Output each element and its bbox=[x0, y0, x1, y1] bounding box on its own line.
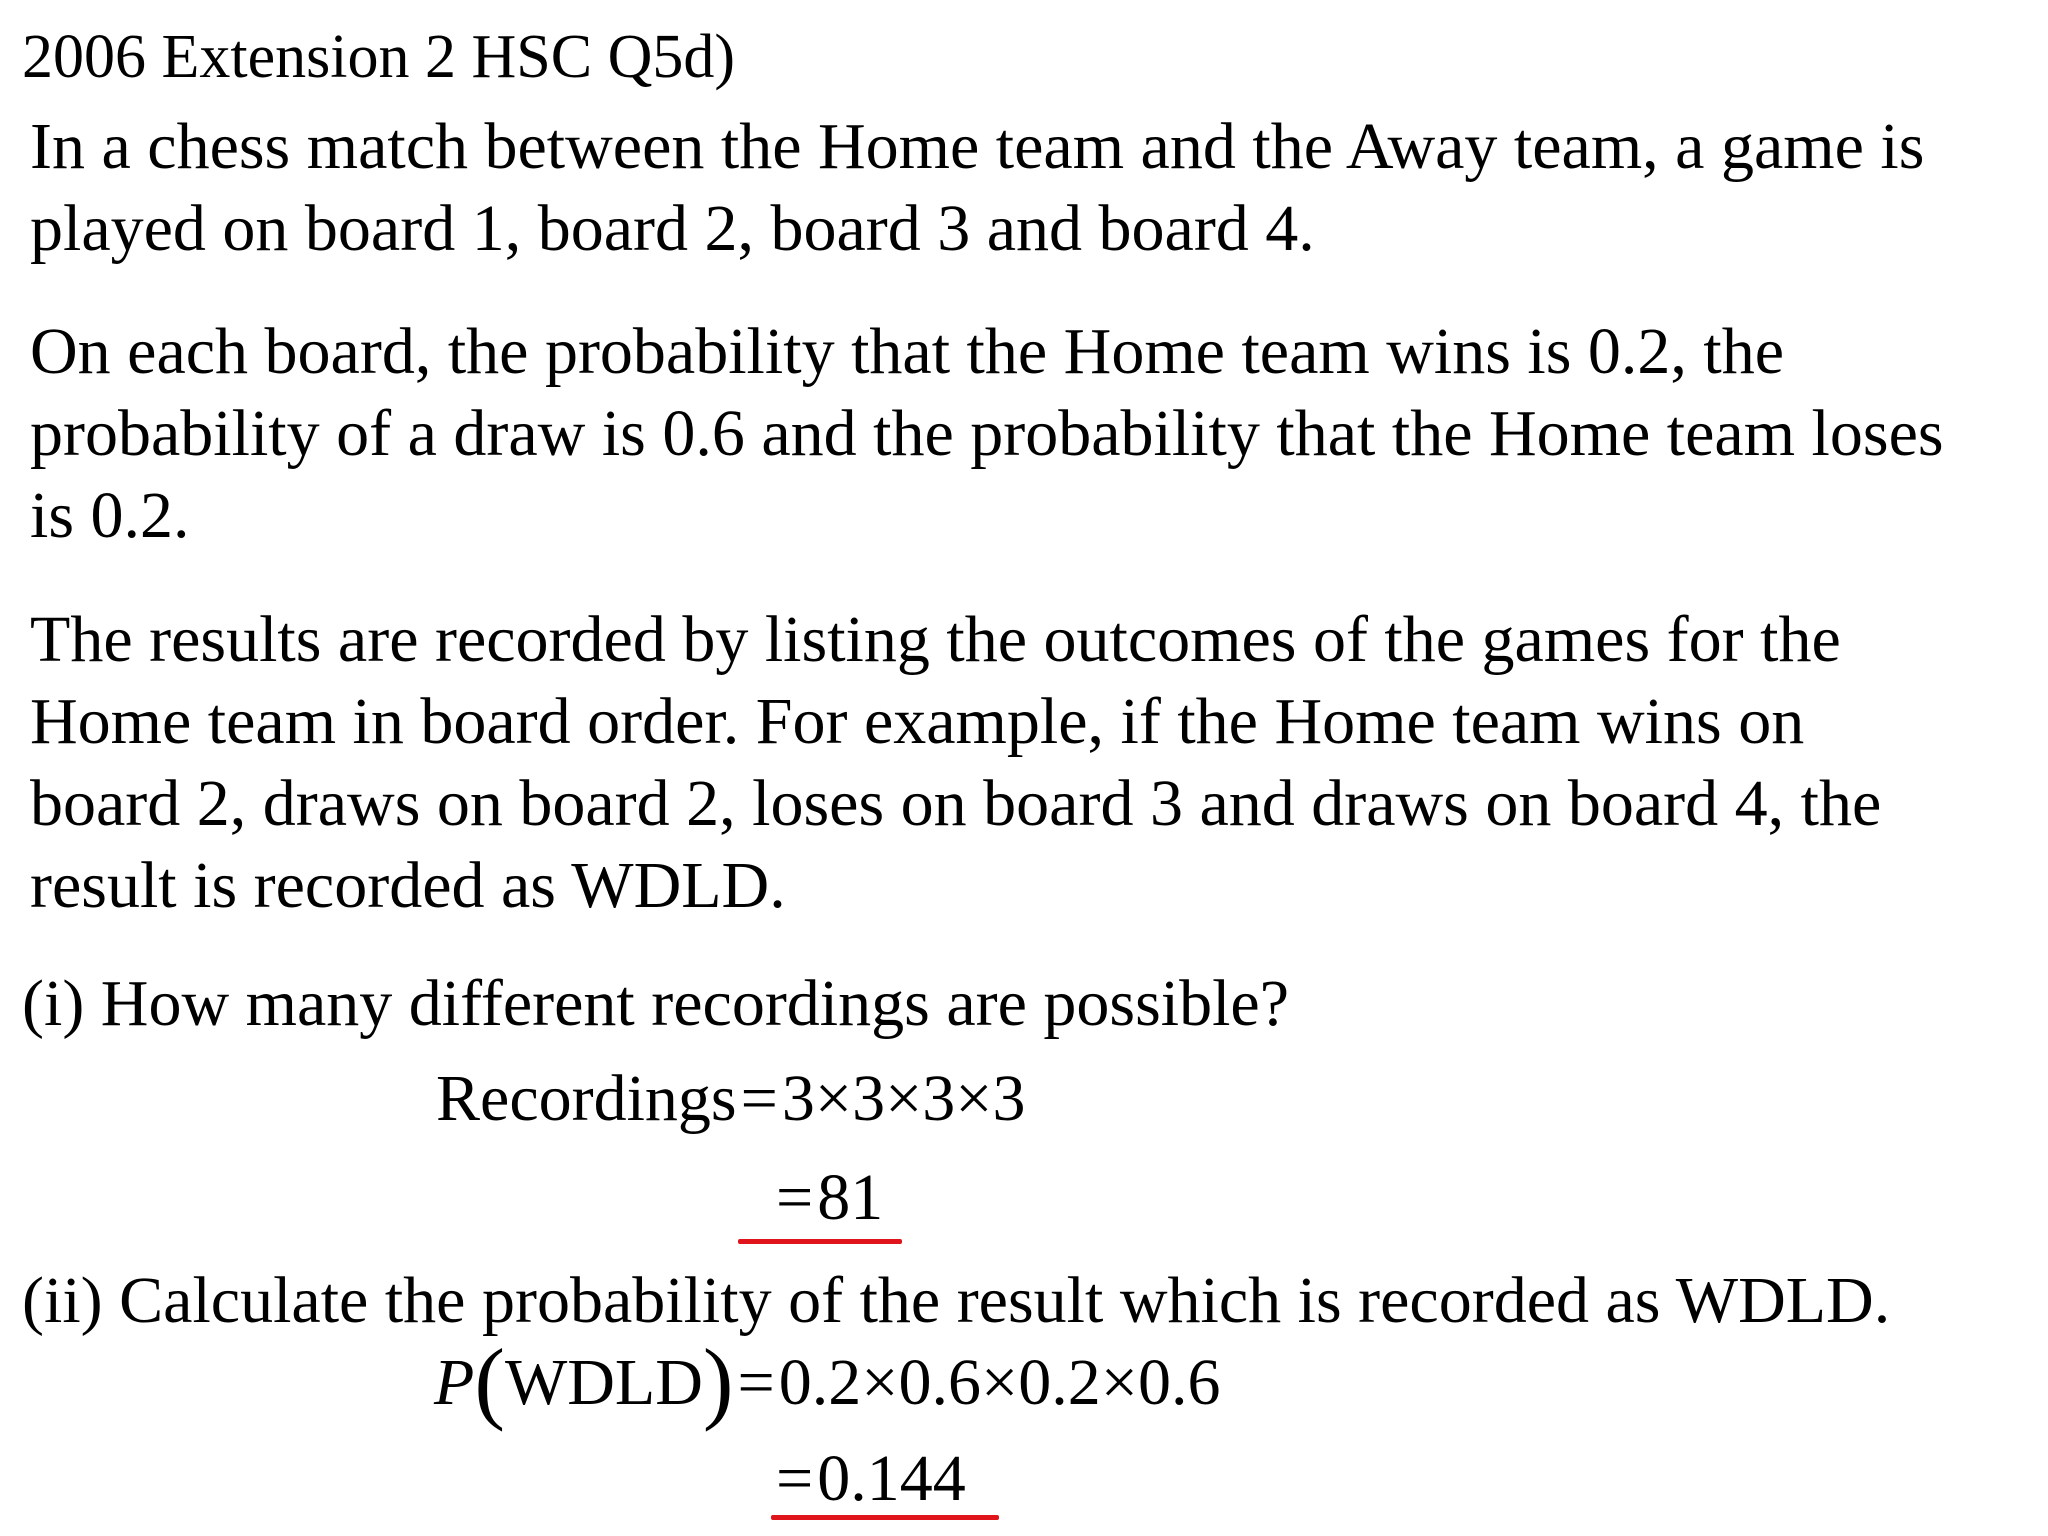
paragraph-line: On each board, the probability that the Home team wins is 0.2, the bbox=[30, 315, 1785, 388]
paragraph-line: is 0.2. bbox=[30, 479, 190, 552]
paragraph-line: The results are recorded by listing the outcomes of the games for the bbox=[30, 603, 1841, 676]
equals-sign: = bbox=[740, 1062, 778, 1135]
problem-paragraph-3 bbox=[30, 599, 1881, 927]
working-q1-line2 bbox=[772, 1157, 883, 1239]
answer-value: 81 bbox=[817, 1161, 884, 1234]
question-part-i: (i) How many different recordings are possible? bbox=[22, 967, 1290, 1040]
question-part-ii: (ii) Calculate the probability of the result which is recorded as WDLD. bbox=[22, 1264, 1891, 1337]
event-label: WDLD bbox=[504, 1346, 703, 1419]
working-q2-line1 bbox=[434, 1330, 1221, 1432]
paragraph-line: probability of a draw is 0.6 and the probability that the Home team loses bbox=[30, 397, 1944, 470]
answer-value: 0.144 bbox=[817, 1442, 966, 1515]
working-q1-line1 bbox=[436, 1058, 1026, 1140]
working-rhs: 3×3×3×3 bbox=[781, 1062, 1026, 1135]
working-rhs: 0.2×0.6×0.2×0.6 bbox=[778, 1346, 1221, 1419]
paragraph-line: Home team in board order. For example, if the Home team wins on bbox=[30, 685, 1805, 758]
left-paren: ( bbox=[474, 1330, 505, 1432]
answer-underline bbox=[738, 1239, 902, 1244]
working-q2-line2 bbox=[772, 1438, 966, 1520]
paragraph-line: In a chess match between the Home team and the Away team, a game is bbox=[30, 110, 1925, 183]
paragraph-line: result is recorded as WDLD. bbox=[30, 849, 786, 922]
equals-sign: = bbox=[776, 1442, 814, 1515]
right-paren: ) bbox=[702, 1330, 734, 1432]
equals-sign: = bbox=[737, 1346, 775, 1419]
paragraph-line: board 2, draws on board 2, loses on board 3 and draws on board 4, the bbox=[30, 767, 1882, 840]
paragraph-line: played on board 1, board 2, board 3 and board 4. bbox=[30, 192, 1315, 265]
problem-paragraph-1 bbox=[30, 106, 1924, 270]
equals-sign: = bbox=[776, 1161, 814, 1234]
working-lhs: Recordings bbox=[436, 1062, 737, 1135]
answer-underline bbox=[771, 1515, 999, 1520]
probability-symbol: P bbox=[434, 1346, 475, 1419]
page-title: 2006 Extension 2 HSC Q5d) bbox=[22, 23, 735, 91]
problem-paragraph-2 bbox=[30, 311, 1944, 557]
